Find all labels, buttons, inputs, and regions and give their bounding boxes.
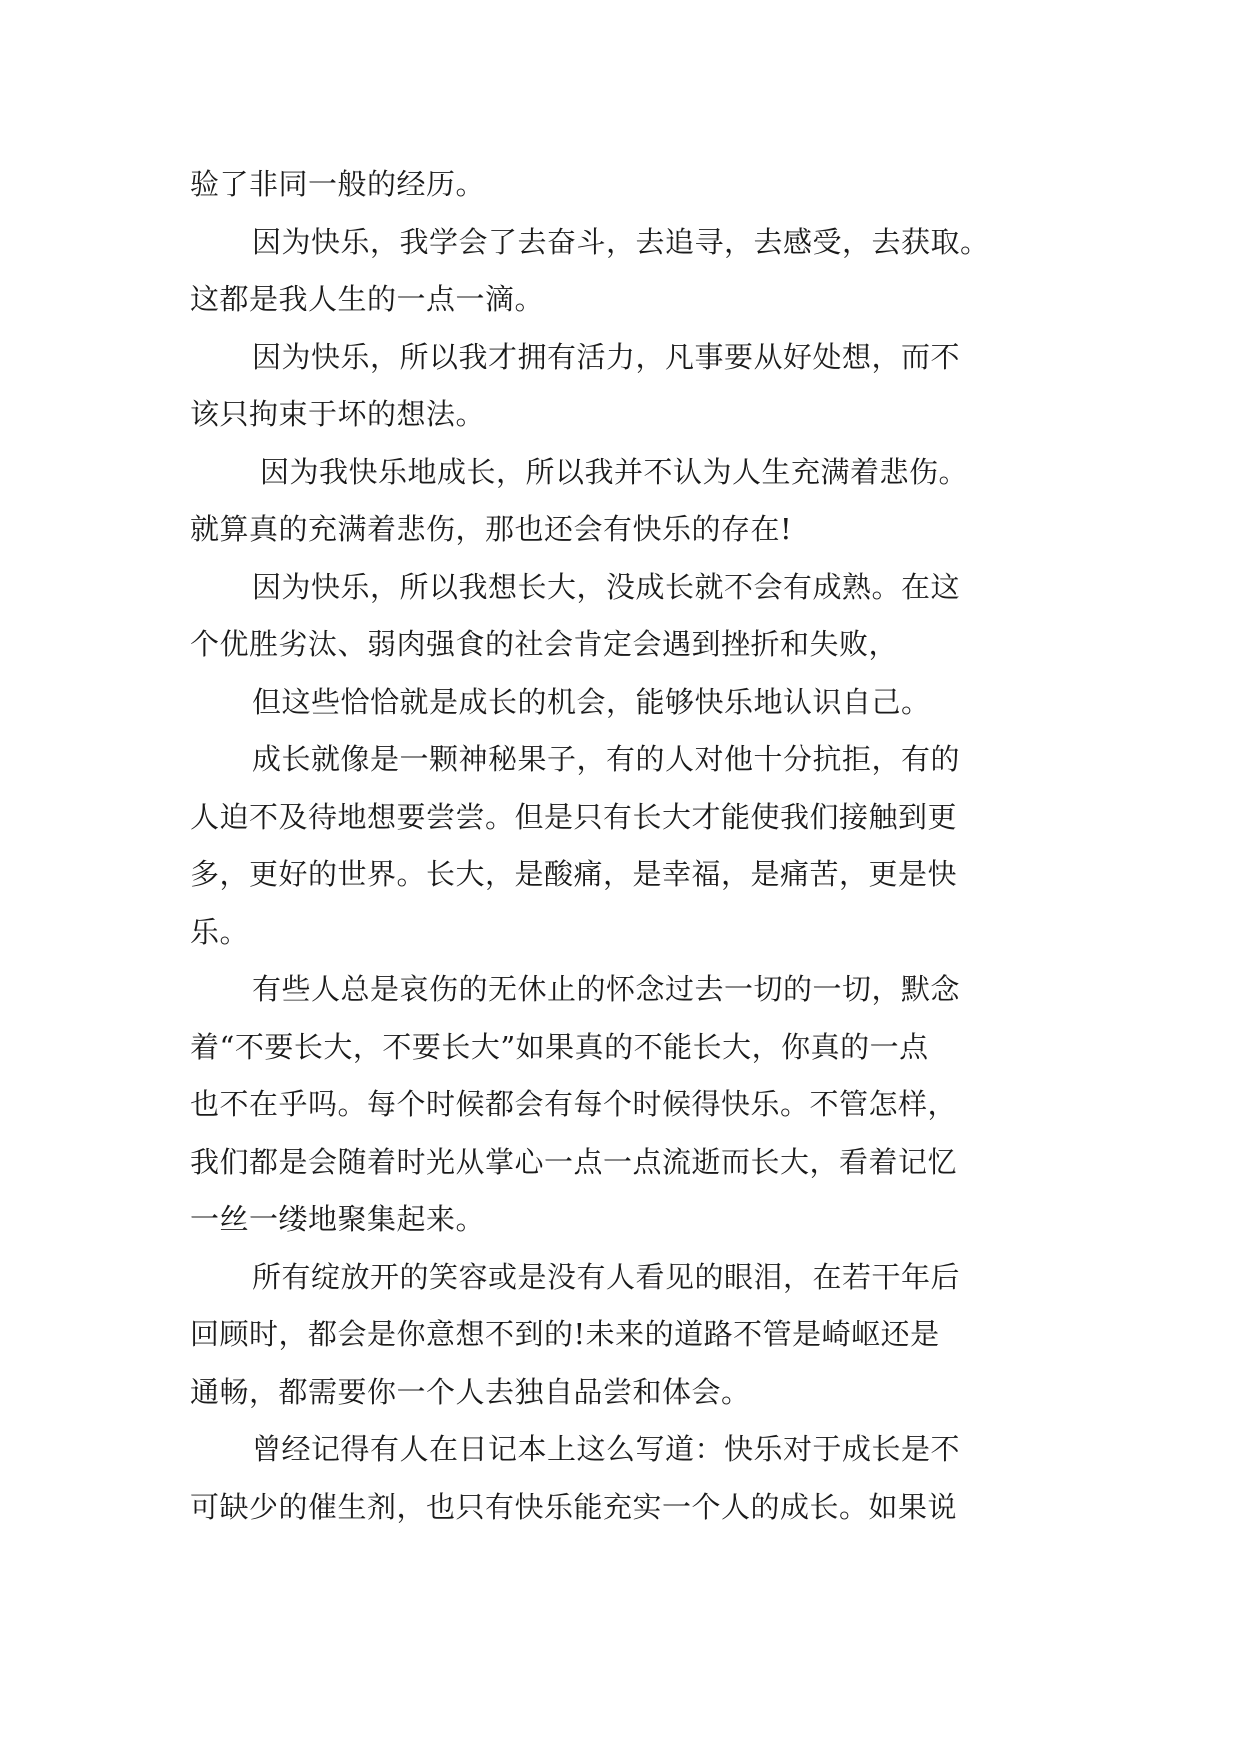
text-line: 也不在乎吗。每个时候都会有每个时候得快乐。不管怎样， <box>190 1087 958 1121</box>
paragraph-start-line: 有些人总是哀伤的无休止的怀念过去一切的一切，默念 <box>252 972 961 1006</box>
paragraph-start-line: 成长就像是一颗神秘果子，有的人对他十分抗拒，有的 <box>252 742 961 776</box>
document-body <box>190 156 1050 1536</box>
text-line: 乐。 <box>190 914 250 949</box>
paragraph-start-line: 但这些恰恰就是成长的机会，能够快乐地认识自己。 <box>252 684 931 719</box>
text-line: 个优胜劣汰、弱肉强食的社会肯定会遇到挫折和失败， <box>190 627 899 661</box>
text-line: 着“不要长大，不要长大”如果真的不能长大，你真的一点 <box>190 1029 929 1064</box>
text-line: 我们都是会随着时光从掌心一点一点流逝而长大，看着记忆 <box>190 1144 958 1179</box>
paragraph-start-line: 所有绽放开的笑容或是没有人看见的眼泪，在若干年后 <box>252 1259 961 1294</box>
text-line: 可缺少的催生剂，也只有快乐能充实一个人的成长。如果说 <box>190 1489 958 1524</box>
text-line: 就算真的充满着悲伤，那也还会有快乐的存在! <box>190 512 793 546</box>
text-line: 回顾时，都会是你意想不到的!未来的道路不管是崎岖还是 <box>190 1317 940 1351</box>
paragraph-start-line: 因为快乐，所以我才拥有活力，凡事要从好处想，而不 <box>252 339 961 374</box>
text-line: 一丝一缕地聚集起来。 <box>190 1202 486 1236</box>
text-line: 人迫不及待地想要尝尝。但是只有长大才能使我们接触到更 <box>190 799 958 834</box>
text-line: 这都是我人生的一点一滴。 <box>190 282 545 316</box>
paragraph-start-line: 因为快乐，我学会了去奋斗，去追寻，去感受，去获取。 <box>252 224 990 259</box>
text-line: 多，更好的世界。长大，是酸痛，是幸福，是痛苦，更是快 <box>190 857 958 891</box>
paragraph-start-line: 曾经记得有人在日记本上这么写道：快乐对于成长是不 <box>252 1432 961 1466</box>
paragraph-start-line: 因为我快乐地成长，所以我并不认为人生充满着悲伤。 <box>260 454 969 489</box>
paragraph-start-line: 因为快乐，所以我想长大，没成长就不会有成熟。在这 <box>252 569 961 604</box>
text-line: 该只拘束于坏的想法。 <box>190 397 486 431</box>
text-line: 通畅，都需要你一个人去独自品尝和体会。 <box>190 1374 751 1409</box>
text-line: 验了非同一般的经历。 <box>190 167 486 201</box>
